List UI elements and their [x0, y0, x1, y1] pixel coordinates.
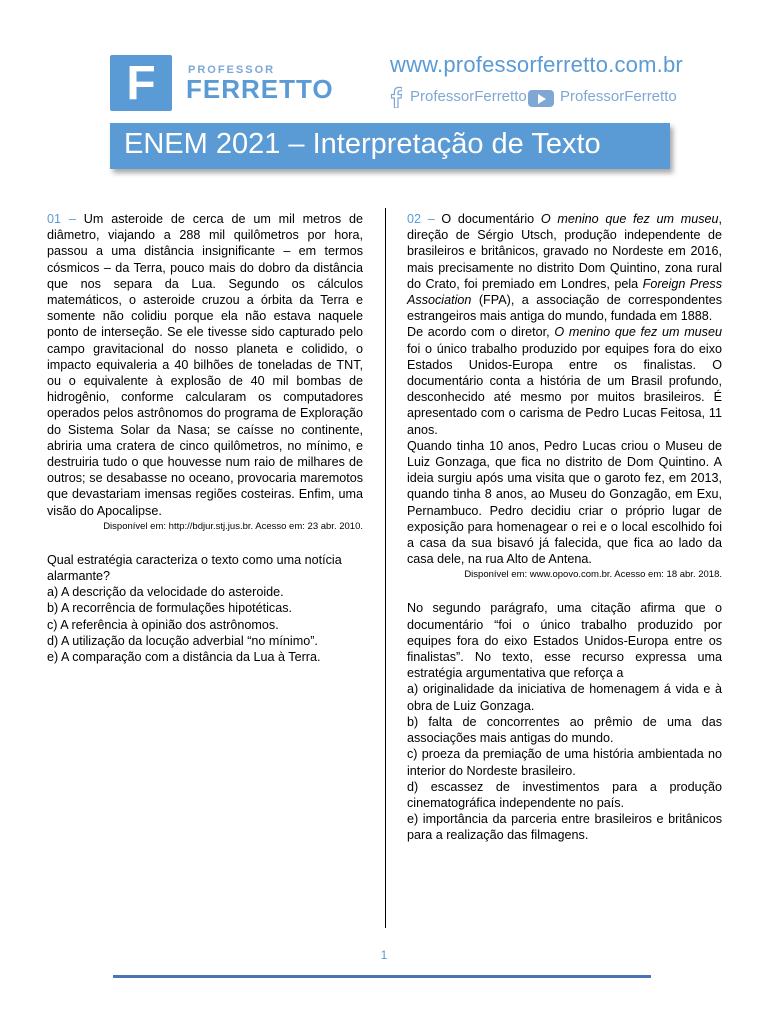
title-banner — [110, 123, 670, 169]
question-1-options — [47, 584, 363, 665]
q2-p2-part-a: De acordo com o diretor, — [407, 325, 555, 340]
page-number: 1 — [380, 948, 388, 962]
logo-icon — [110, 55, 172, 111]
question-1-passage: Um asteroide de cerca de um mil metros de diâmetro, viajando a 288 mil quilômetros por hora, passou a uma distância insignificante – em termos cósmicos – da Terra, pouco mais do dobro da distância que nos separa da Lua. Segundo os cálculos matemáticos, o asteroide cruzou a órbita da Terra e somente não colidiu porque ela não estava naquele ponto de interseção. Se ele tivesse sido capturado pelo campo gravitacional do nosso planeta e colidido, o impacto equivaleria a 40 bilhões de toneladas de TNT, ou o equivalente à explosão de 40 mil bombas de hidrogênio, conforme calcularam os computadores operados pelos astrônomos do programa de Exploração do Sistema Solar da Nasa; se caísse no continente, abriria uma cratera de cinco quilômetros, no mínimo, e destruiria tudo o que houvesse num raio de milhares de outros; se desabasse no oceano, provocaria maremotos que devastariam imensas regiões costeiras. Enfim, uma visão do Apocalipse. — [47, 212, 364, 518]
logo-professor-text: PROFESSOR — [188, 64, 276, 76]
facebook-icon[interactable] — [390, 86, 402, 108]
question-2-option-e[interactable]: e) importância da parceria entre brasileiros e britânicos para a realização das filmagens. — [407, 812, 722, 843]
question-1-number: 01 – — [47, 212, 76, 226]
question-1-column — [47, 211, 363, 665]
column-divider — [385, 208, 386, 928]
question-2-option-c[interactable]: c) proeza da premiação de uma história ambientada no interior do Nordeste brasileiro. — [407, 747, 722, 778]
question-2-option-d[interactable]: d) escassez de investimentos para a produção cinematográfica independente no país. — [407, 779, 722, 810]
question-1-option-e[interactable]: e) A comparação com a distância da Lua à Terra. — [47, 650, 321, 665]
question-2-prompt: No segundo parágrafo, uma citação afirma que o documentário “foi o único trabalho produzido por equipes fora do eixo Estados Unidos-Europa entre os finalistas”. No texto, esse recurso expressa uma estratégia argumentativa que reforça a — [407, 601, 722, 681]
question-1-prompt: Qual estratégia caracteriza o texto como uma notícia alarmante? — [47, 552, 342, 584]
logo-letter: F — [126, 57, 156, 110]
question-2-option-a[interactable]: a) originalidade da iniciativa de homenagem á vida e à obra de Luiz Gonzaga. — [407, 682, 722, 713]
site-url[interactable]: www.professorferretto.com.br — [390, 52, 683, 77]
page-header — [0, 0, 768, 120]
question-2-paragraph-3: Quando tinha 10 anos, Pedro Lucas criou o Museu de Luiz Gonzaga, que fica no distrito de Dom Quintino. A ideia surgiu após uma visita que o garoto fez, em 2013, quando tinha 8 anos, ao Museu do Gonzagão, em Exu, Pernambuco. Pedro decidiu criar o próprio lugar de exposição para homenagear o rei e o local escolhido foi a casa da sua bisavó já falecida, que fica ao lado da casa dele, na rua Alto de Antena. — [407, 438, 722, 567]
question-2-number: 02 – — [407, 212, 435, 226]
question-1-option-b[interactable]: b) A recorrência de formulações hipotéticas. — [47, 601, 293, 616]
question-1-source: Disponível em: http://bdjur.stj.jus.br. Acesso em: 23 abr. 2010. — [103, 520, 363, 532]
q2-p2-part-b: foi o único trabalho produzido por equipes fora do eixo Estados Unidos-Europa entre os finalistas. O documentário conta a história de um Brasil profundo, desconhecido até mesmo por muitos brasileiros. É apresentado com o carisma de Pedro Lucas Feitosa, 11 anos. — [407, 341, 722, 437]
question-1-option-c[interactable]: c) A referência à opinião dos astrônomos. — [47, 617, 279, 632]
q2-p1-part-c: (FPA), a associação de correspondentes estrangeiros mais antiga do mundo, fundada em 1888. — [407, 293, 722, 324]
youtube-icon[interactable] — [528, 90, 554, 107]
question-1-option-a[interactable]: a) A descrição da velocidade do asteroide. — [47, 585, 284, 600]
q2-p1-part-b: , direção de Sérgio Utsch, produção independente de brasileiros e britânicos, gravado no Nordeste em 2016, mais precisamente no distrito Dom Quintino, zona rural do Crato, foi premiado em Londres, pela — [407, 212, 723, 291]
question-1-text — [47, 211, 363, 519]
page-title: ENEM 2021 – Interpretação de Texto — [124, 128, 601, 160]
question-2-source: Disponível em: www.opovo.com.br. Acesso em: 18 abr. 2018. — [464, 569, 722, 581]
question-2-paragraph-1 — [407, 211, 722, 324]
question-2-column — [407, 211, 722, 844]
logo-ferretto-text: FERRETTO — [186, 74, 334, 104]
youtube-handle[interactable]: ProfessorFerretto — [560, 88, 677, 105]
question-2-options — [407, 681, 722, 843]
documentary-title-2: O menino que fez um museu — [554, 325, 722, 340]
question-2-option-b[interactable]: b) falta de concorrentes ao prêmio de uma das associações mais antigas do mundo. — [407, 714, 722, 746]
q2-p1-part-a: O documentário — [441, 212, 541, 226]
facebook-handle[interactable]: ProfessorFerretto — [410, 88, 527, 105]
question-1-option-d[interactable]: d) A utilização da locução adverbial “no mínimo”. — [47, 633, 318, 648]
documentary-title: O menino que fez um museu — [540, 212, 719, 226]
footer-bar — [113, 975, 651, 978]
question-2-paragraph-2 — [407, 324, 722, 437]
association-name: Foreign Press Association — [407, 276, 722, 308]
